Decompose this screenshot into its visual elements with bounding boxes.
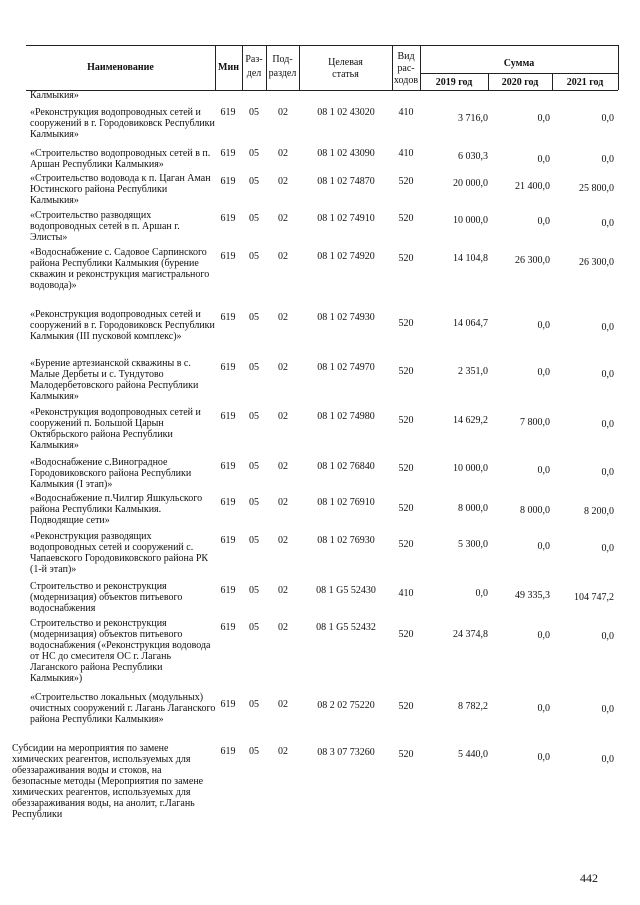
row-2021: 0,0 [601,322,614,333]
row-2019: 5 440,0 [458,749,488,760]
row-name: «Строительство локальных (модульных) очистных сооружений г. Лагань Лаганского района Республики Калмыкия» [30,692,216,725]
row-2020: 21 400,0 [515,181,550,192]
row-name: «Реконструкция водопроводных сетей и сооружений в г. Городовиковск Республики Калмыкия (III пусковой комплекс)» [30,309,215,342]
row-cst: 08 1 02 76930 [317,535,375,546]
row-podrazdel: 02 [278,251,288,262]
row-razdel: 05 [249,535,259,546]
row-name: Субсидии на мероприятия по замене химических реагентов, используемых для обеззараживания воды и стоков, на безопасные методы (Мероприятия по замене химических реагентов, используемых для обеззараживания воды, на анолит, г.Лагань Республики [12,743,204,820]
row-cst: 08 1 02 74920 [317,251,375,262]
row-2019: 8 000,0 [458,503,488,514]
row-2019: 24 374,8 [453,629,488,640]
row-podrazdel: 02 [278,148,288,159]
row-name: «Реконструкция разводящих водопроводных сетей и сооружений с. Чапаевского Городовиковского района РК (1-й этап)» [30,531,209,575]
row-2019: 10 000,0 [453,463,488,474]
row-cst: 08 3 07 73260 [317,747,375,758]
header-name: Наименование [87,62,154,73]
row-razdel: 05 [249,411,259,422]
header-vid: ходов [393,75,419,86]
header-podrazdel: раздел [268,68,297,79]
header-summa: Сумма [503,58,535,69]
row-min: 619 [220,312,236,323]
row-razdel: 05 [249,746,259,757]
row-2019: 14 104,8 [453,253,488,264]
row-razdel: 05 [249,699,259,710]
row-min: 619 [220,411,236,422]
row-min: 619 [220,535,236,546]
row-vid: 520 [398,176,414,187]
row-vid: 520 [398,318,414,329]
row-vid: 520 [398,415,414,426]
row-2019: 5 300,0 [458,539,488,550]
row-razdel: 05 [249,622,259,633]
row-2019: 8 782,2 [458,701,488,712]
row-2020: 26 300,0 [515,255,550,266]
row-cst: 08 2 02 75220 [317,700,375,711]
header-vid: Вид [397,51,415,62]
row-2021: 104 747,2 [574,592,614,603]
row-vid: 520 [398,749,414,760]
row-cst: 08 1 02 74930 [317,312,375,323]
row-vid: 520 [398,463,414,474]
row-vid: 520 [398,701,414,712]
row-2020: 0,0 [537,367,550,378]
row-name: Строительство и реконструкция (модернизация) объектов питьевого водоснабжения («Реконструкция водовода от НС до смесителя ОС г. Лагань Лаганского района Республики Калмыкия») [30,618,211,684]
continuation-text: Калмыкия» [30,90,79,101]
row-vid: 520 [398,213,414,224]
header-year-2019: 2019 год [435,77,473,88]
row-2021: 0,0 [601,154,614,165]
row-vid: 520 [398,503,414,514]
row-min: 619 [220,176,236,187]
row-2021: 0,0 [601,631,614,642]
header-divider [618,45,619,90]
row-min: 619 [220,699,236,710]
row-2020: 0,0 [537,154,550,165]
row-2020: 0,0 [537,752,550,763]
row-cst: 08 1 02 74910 [317,213,375,224]
row-2020: 8 000,0 [520,505,550,516]
row-2020: 0,0 [537,541,550,552]
row-podrazdel: 02 [278,213,288,224]
page-number: 442 [580,871,598,885]
row-razdel: 05 [249,213,259,224]
row-razdel: 05 [249,585,259,596]
row-podrazdel: 02 [278,746,288,757]
row-name: «Водоснабжение с. Садовое Сарпинского района Республики Калмыкия (бурение скважин и реконструкция магистрального водовода)» [30,247,210,291]
row-vid: 520 [398,253,414,264]
row-2021: 0,0 [601,543,614,554]
row-cst: 08 1 G5 52430 [316,585,376,596]
row-2020: 7 800,0 [520,417,550,428]
header-vid: рас- [397,63,415,74]
row-podrazdel: 02 [278,312,288,323]
row-name: «Реконструкция водопроводных сетей и сооружений п. Большой Царын Октябрьского района Республики Калмыкия» [30,407,201,451]
row-2021: 26 300,0 [579,257,614,268]
row-podrazdel: 02 [278,461,288,472]
row-2019: 3 716,0 [458,113,488,124]
row-2020: 0,0 [537,703,550,714]
row-2020: 0,0 [537,465,550,476]
row-min: 619 [220,213,236,224]
row-razdel: 05 [249,148,259,159]
row-vid: 520 [398,629,414,640]
header-razdel: Раз- [245,54,263,65]
row-razdel: 05 [249,107,259,118]
header-razdel: дел [246,68,262,79]
row-2019: 0,0 [475,588,488,599]
row-2020: 0,0 [537,320,550,331]
row-min: 619 [220,107,236,118]
row-2020: 0,0 [537,216,550,227]
row-2021: 0,0 [601,467,614,478]
row-2019: 2 351,0 [458,366,488,377]
row-min: 619 [220,746,236,757]
header-cst: Целевая [328,57,363,68]
row-cst: 08 1 02 43020 [317,107,375,118]
row-2020: 0,0 [537,630,550,641]
row-2020: 49 335,3 [515,590,550,601]
row-podrazdel: 02 [278,497,288,508]
row-cst: 08 1 02 76840 [317,461,375,472]
row-2021: 25 800,0 [579,183,614,194]
row-cst: 08 1 02 74980 [317,411,375,422]
row-2021: 0,0 [601,754,614,765]
row-min: 619 [220,251,236,262]
row-name: «Строительство водовода к п. Цаган Аман Юстинского района Республики Калмыкия» [30,173,211,206]
row-min: 619 [220,497,236,508]
row-name: «Строительство разводящих водопроводных сетей в п. Аршан г. Элисты» [30,210,180,243]
row-name: «Водоснабжение с.Виноградное Городовиковского района Республики Калмыкия (I этап)» [30,457,192,490]
header-podrazdel: Под- [272,54,293,65]
row-min: 619 [220,585,236,596]
row-name: «Строительство водопроводных сетей в п. Аршан Республики Калмыкия» [30,148,211,170]
row-podrazdel: 02 [278,699,288,710]
row-name: «Водоснабжение п.Чилгир Яшкульского района Республики Калмыкия. Подводящие сети» [30,493,203,526]
row-cst: 08 1 G5 52432 [316,622,376,633]
row-podrazdel: 02 [278,107,288,118]
row-2021: 0,0 [601,704,614,715]
row-razdel: 05 [249,362,259,373]
row-razdel: 05 [249,312,259,323]
row-2021: 0,0 [601,113,614,124]
row-min: 619 [220,362,236,373]
header-year-2021: 2021 год [566,77,604,88]
row-podrazdel: 02 [278,362,288,373]
header-top-rule [26,45,618,46]
row-cst: 08 1 02 74970 [317,362,375,373]
row-2021: 0,0 [601,369,614,380]
row-podrazdel: 02 [278,176,288,187]
row-vid: 410 [398,588,414,599]
row-2019: 10 000,0 [453,215,488,226]
header-cst: статья [332,69,359,80]
header-min: Мин [218,62,239,73]
row-2021: 0,0 [601,419,614,430]
row-podrazdel: 02 [278,411,288,422]
row-name: «Реконструкция водопроводных сетей и сооружений в г. Городовиковск Республики Калмыкия» [30,107,215,140]
row-name: Строительство и реконструкция (модернизация) объектов питьевого водоснабжения [30,581,183,614]
row-2019: 14 629,2 [453,415,488,426]
row-razdel: 05 [249,176,259,187]
row-razdel: 05 [249,251,259,262]
row-cst: 08 1 02 74870 [317,176,375,187]
row-2020: 0,0 [537,113,550,124]
row-cst: 08 1 02 43090 [317,148,375,159]
row-razdel: 05 [249,497,259,508]
row-min: 619 [220,622,236,633]
header-sum-rule [420,73,618,74]
row-2019: 6 030,3 [458,151,488,162]
row-cst: 08 1 02 76910 [317,497,375,508]
row-2021: 8 200,0 [584,506,614,517]
row-vid: 410 [398,107,414,118]
row-razdel: 05 [249,461,259,472]
row-2021: 0,0 [601,218,614,229]
row-min: 619 [220,148,236,159]
row-2019: 14 064,7 [453,318,488,329]
header-year-2020: 2020 год [501,77,539,88]
row-vid: 520 [398,539,414,550]
row-min: 619 [220,461,236,472]
row-2019: 20 000,0 [453,178,488,189]
row-podrazdel: 02 [278,535,288,546]
row-name: «Бурение артезианской скважины в с. Малые Дербеты и с. Тундутово Малодербетовского района Республики Калмыкия» [30,358,199,402]
row-vid: 520 [398,366,414,377]
row-podrazdel: 02 [278,622,288,633]
row-podrazdel: 02 [278,585,288,596]
row-vid: 410 [398,148,414,159]
